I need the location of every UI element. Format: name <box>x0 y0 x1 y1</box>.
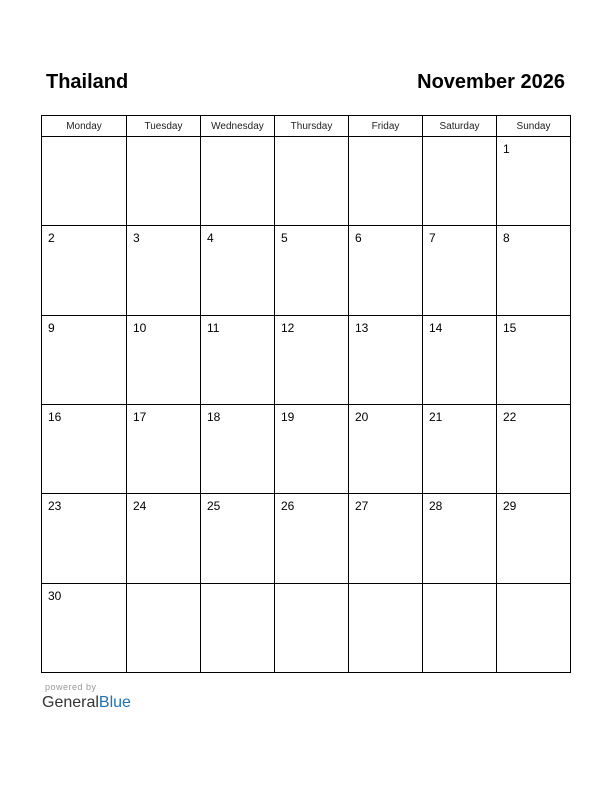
weekday-header-thursday: Thursday <box>275 116 349 137</box>
day-number: 11 <box>207 320 220 335</box>
day-cell <box>423 584 497 673</box>
generalblue-logo[interactable] <box>42 694 131 712</box>
day-number: 6 <box>355 231 362 246</box>
country-title: Thailand <box>46 71 129 93</box>
day-cell <box>275 316 349 405</box>
day-cell <box>127 584 201 673</box>
weekday-header-monday: Monday <box>42 116 127 137</box>
day-cell <box>127 226 201 315</box>
day-cell <box>275 226 349 315</box>
day-number: 21 <box>429 410 443 424</box>
day-cell <box>349 584 423 673</box>
day-number: 7 <box>429 231 436 246</box>
day-number: 19 <box>281 410 295 424</box>
day-number: 15 <box>503 320 517 335</box>
day-cell <box>127 316 201 405</box>
weekday-header-sunday: Sunday <box>497 116 571 137</box>
day-cell <box>201 494 275 583</box>
day-number: 13 <box>355 320 369 335</box>
day-number: 10 <box>133 320 147 335</box>
day-number: 27 <box>355 499 369 514</box>
day-cell <box>42 494 127 583</box>
day-cell <box>42 137 127 226</box>
day-cell <box>423 226 497 315</box>
day-cell <box>349 494 423 583</box>
day-number: 8 <box>503 231 510 246</box>
day-cell <box>497 405 571 494</box>
day-cell <box>42 584 127 673</box>
weekday-header-saturday: Saturday <box>423 116 497 137</box>
calendar-grid <box>41 115 571 673</box>
brand-blue-text: Blue <box>98 694 131 711</box>
weekday-header-tuesday: Tuesday <box>127 116 201 137</box>
day-number: 12 <box>281 320 295 335</box>
day-cell <box>349 405 423 494</box>
day-cell <box>349 226 423 315</box>
day-cell <box>423 137 497 226</box>
month-year-title: November 2026 <box>417 71 565 93</box>
day-number: 4 <box>207 231 214 246</box>
day-cell <box>423 494 497 583</box>
day-number: 17 <box>133 410 147 424</box>
day-number: 18 <box>207 410 221 424</box>
day-cell <box>497 316 571 405</box>
day-cell <box>201 316 275 405</box>
day-cell <box>275 584 349 673</box>
day-cell <box>42 226 127 315</box>
day-number: 26 <box>281 499 295 514</box>
weekday-header-friday: Friday <box>349 116 423 137</box>
day-cell <box>42 316 127 405</box>
day-cell <box>275 494 349 583</box>
day-cell <box>497 137 571 226</box>
day-number: 9 <box>48 320 55 335</box>
day-number: 3 <box>133 231 140 246</box>
day-number: 2 <box>48 231 55 246</box>
day-cell <box>127 405 201 494</box>
day-number: 29 <box>503 499 517 514</box>
day-cell <box>201 584 275 673</box>
day-cell <box>275 137 349 226</box>
day-number: 22 <box>503 410 517 424</box>
day-number: 28 <box>429 499 443 514</box>
day-cell <box>497 584 571 673</box>
weekday-header-wednesday: Wednesday <box>201 116 275 137</box>
day-cell <box>497 226 571 315</box>
day-number: 1 <box>503 142 510 156</box>
day-cell <box>349 316 423 405</box>
day-cell <box>349 137 423 226</box>
day-cell <box>423 316 497 405</box>
day-cell <box>42 405 127 494</box>
day-cell <box>423 405 497 494</box>
day-cell <box>127 137 201 226</box>
day-number: 20 <box>355 410 369 424</box>
powered-by-text: powered by <box>45 682 97 692</box>
day-number: 5 <box>281 231 288 246</box>
day-number: 23 <box>48 499 62 514</box>
day-cell <box>201 137 275 226</box>
day-cell <box>127 494 201 583</box>
day-number: 16 <box>48 410 62 424</box>
day-cell <box>275 405 349 494</box>
day-number: 14 <box>429 320 443 335</box>
day-number: 24 <box>133 499 147 514</box>
day-number: 30 <box>48 588 62 603</box>
day-cell <box>201 405 275 494</box>
day-cell <box>201 226 275 315</box>
brand-general-text: General <box>42 694 99 711</box>
day-cell <box>497 494 571 583</box>
day-number: 25 <box>207 499 221 514</box>
